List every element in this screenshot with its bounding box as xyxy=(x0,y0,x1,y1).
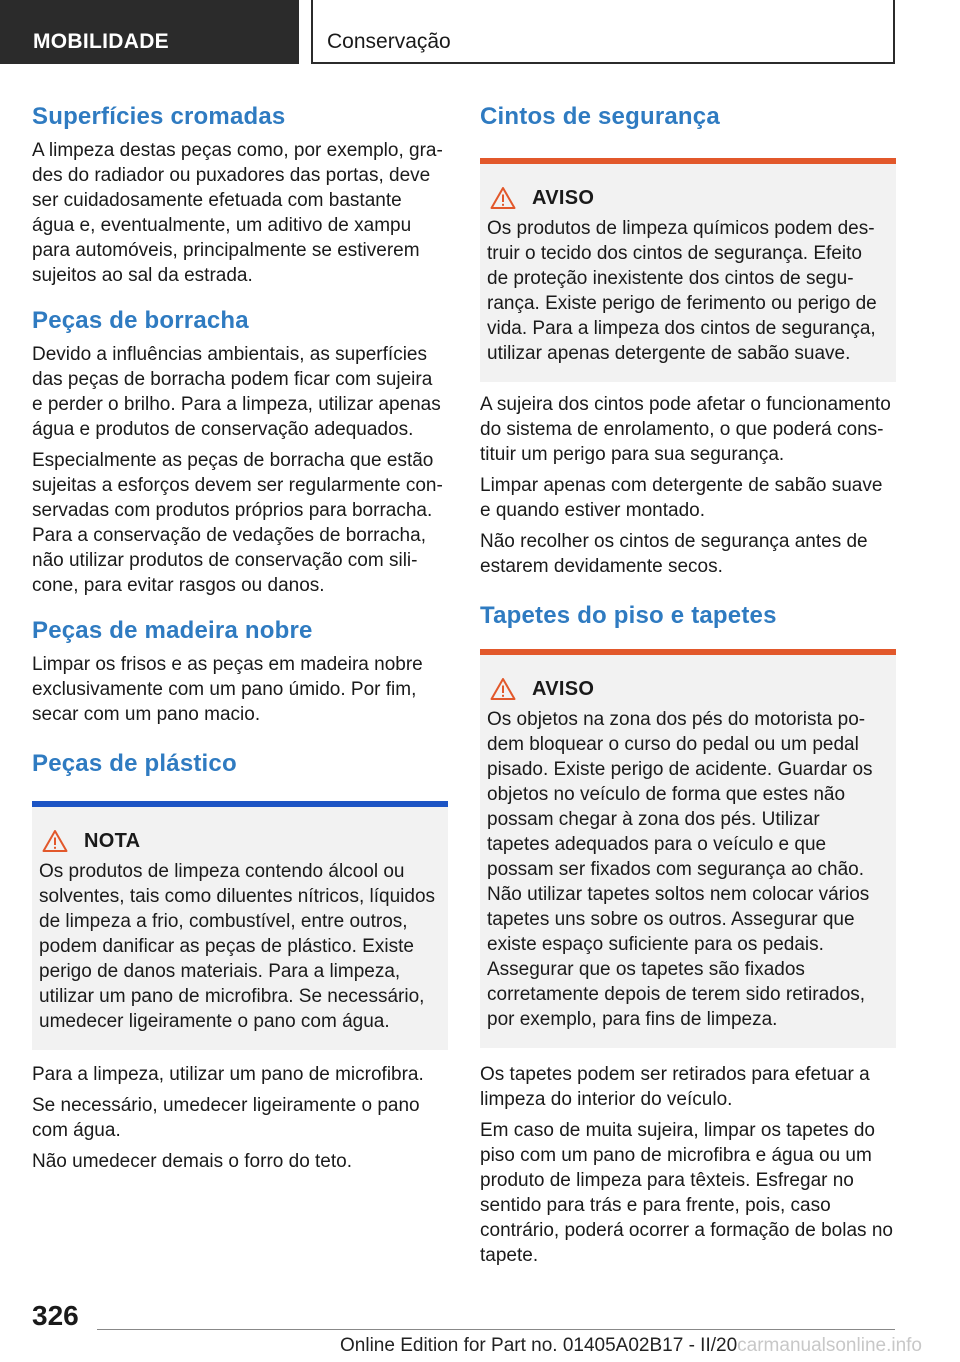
paragraph-plastic-2: Se necessário, umedecer ligeiramente o pano com água. xyxy=(32,1095,420,1141)
belts-warning-title: AVISO xyxy=(532,186,595,209)
footer-divider xyxy=(97,1329,895,1330)
footer-edition xyxy=(340,1333,922,1359)
heading-plastic-parts: Peças de plástico xyxy=(32,750,237,777)
heading-wood-parts: Peças de madeira nobre xyxy=(32,617,313,644)
note-header xyxy=(39,829,436,853)
right-column xyxy=(480,100,896,1268)
paragraph-mats-2: Em caso de muita sujeira, limpar os tapetes do piso com um pano de microfibra e água ou um produto de limpeza para têxteis. Esfregar no sentido para trás e para frente, pois, caso contrário, poderá ocorrer a formação de bolas no tapete. xyxy=(480,1120,893,1266)
mats-warning-callout xyxy=(480,649,896,1048)
paragraph-belts-1: A sujeira dos cintos pode afetar o funcionamento do sistema de enrolamento, o que poderá constituir um perigo para sua segurança. xyxy=(480,394,891,465)
mats-warning-header xyxy=(487,677,884,701)
paragraph-plastic-1: Para a limpeza, utilizar um pano de microfibra. xyxy=(32,1064,424,1085)
page-number: 326 xyxy=(32,1300,79,1331)
heading-chrome-surfaces: Superfícies cromadas xyxy=(32,103,286,130)
watermark-text: carmanualsonline.info xyxy=(737,1335,922,1356)
paragraph-belts-3: Não recolher os cintos de segurança antes de estarem devidamente secos. xyxy=(480,531,868,577)
paragraph-chrome: A limpeza destas peças como, por exemplo, grades do radiador ou puxadores das portas, deve ser cuidadosamente efetuada com bastante água e, eventualmente, um aditivo de xampu para automóveis, principalmente se estiverem sujeitos ao sal da estrada. xyxy=(32,140,443,286)
mats-warning-text: Os objetos na zona dos pés do motorista podem bloquear o curso do pedal ou um pedal pisado. Existe perigo de acidente. Guardar os objetos no veículo de forma que estes não possam chegar à zona dos pés. Utilizar tapetes adequados para o veículo e que possam ser fixados com segurança ao chão. Não utilizar tapetes soltos nem colocar vários tapetes uns sobre os outros. Assegurar que existe espaço suficiente para os pedais. Assegurar que os tapetes são fixados corretamente depois de terem sido retirados, por exemplo, para fins de limpeza. xyxy=(487,709,873,1030)
heading-seat-belts: Cintos de segurança xyxy=(480,103,720,130)
paragraph-wood: Limpar os frisos e as peças em madeira nobre exclusivamente com um pano úmido. Por fim, secar com um pano macio. xyxy=(32,654,423,725)
paragraph-plastic-3: Não umedecer demais o forro do teto. xyxy=(32,1151,353,1172)
paragraph-rubber-1: Devido a influências ambientais, as superfícies das peças de borracha podem ficar com sujeira e perder o brilho. Para a limpeza, utilizar apenas água e produtos de conservação adequados. xyxy=(32,344,441,440)
warning-triangle-icon xyxy=(42,829,68,853)
note-callout xyxy=(32,801,448,1050)
belts-warning-header xyxy=(487,186,884,210)
note-text: Os produtos de limpeza contendo álcool ou solventes, tais como diluentes nítricos, líquidos de limpeza a frio, combustível, entre outros, podem danificar as peças de plástico. Existe perigo de danos materiais. Para a limpeza, utilizar um pano de microfibra. Se necessário, umedecer ligeiramente o pano com água. xyxy=(39,861,436,1032)
paragraph-mats-1: Os tapetes podem ser retirados para efetuar a limpeza do interior do veículo. xyxy=(480,1064,870,1110)
mats-warning-title: AVISO xyxy=(532,677,595,700)
edition-text: Online Edition for Part no. 01405A02B17 - II/20 xyxy=(340,1335,738,1356)
warning-triangle-icon xyxy=(490,677,516,701)
left-column xyxy=(32,100,448,1174)
note-title: NOTA xyxy=(84,829,141,852)
belts-warning-text: Os produtos de limpeza químicos podem destruir o tecido dos cintos de segurança. Efeito de proteção inexistente dos cintos de segurança. Existe perigo de ferimento ou perigo de vida. Para a limpeza dos cintos de segurança, utilizar apenas detergente de sabão suave. xyxy=(487,218,877,364)
paragraph-rubber-2: Especialmente as peças de borracha que estão sujeitas a esforços devem ser regularmente conservadas com produtos próprios para borracha. Para a conservação de vedações de borracha, não utilizar produtos de conservação com silicone, para evitar rasgos ou danos. xyxy=(32,450,443,596)
section-tab: MOBILIDADE xyxy=(0,0,299,64)
warning-triangle-icon xyxy=(490,186,516,210)
belts-warning-callout xyxy=(480,158,896,382)
paragraph-belts-2: Limpar apenas com detergente de sabão suave e quando estiver montado. xyxy=(480,475,883,521)
heading-floor-mats: Tapetes do piso e tapetes xyxy=(480,602,777,629)
chapter-title: Conservação xyxy=(311,0,895,64)
heading-rubber-parts: Peças de borracha xyxy=(32,307,249,334)
